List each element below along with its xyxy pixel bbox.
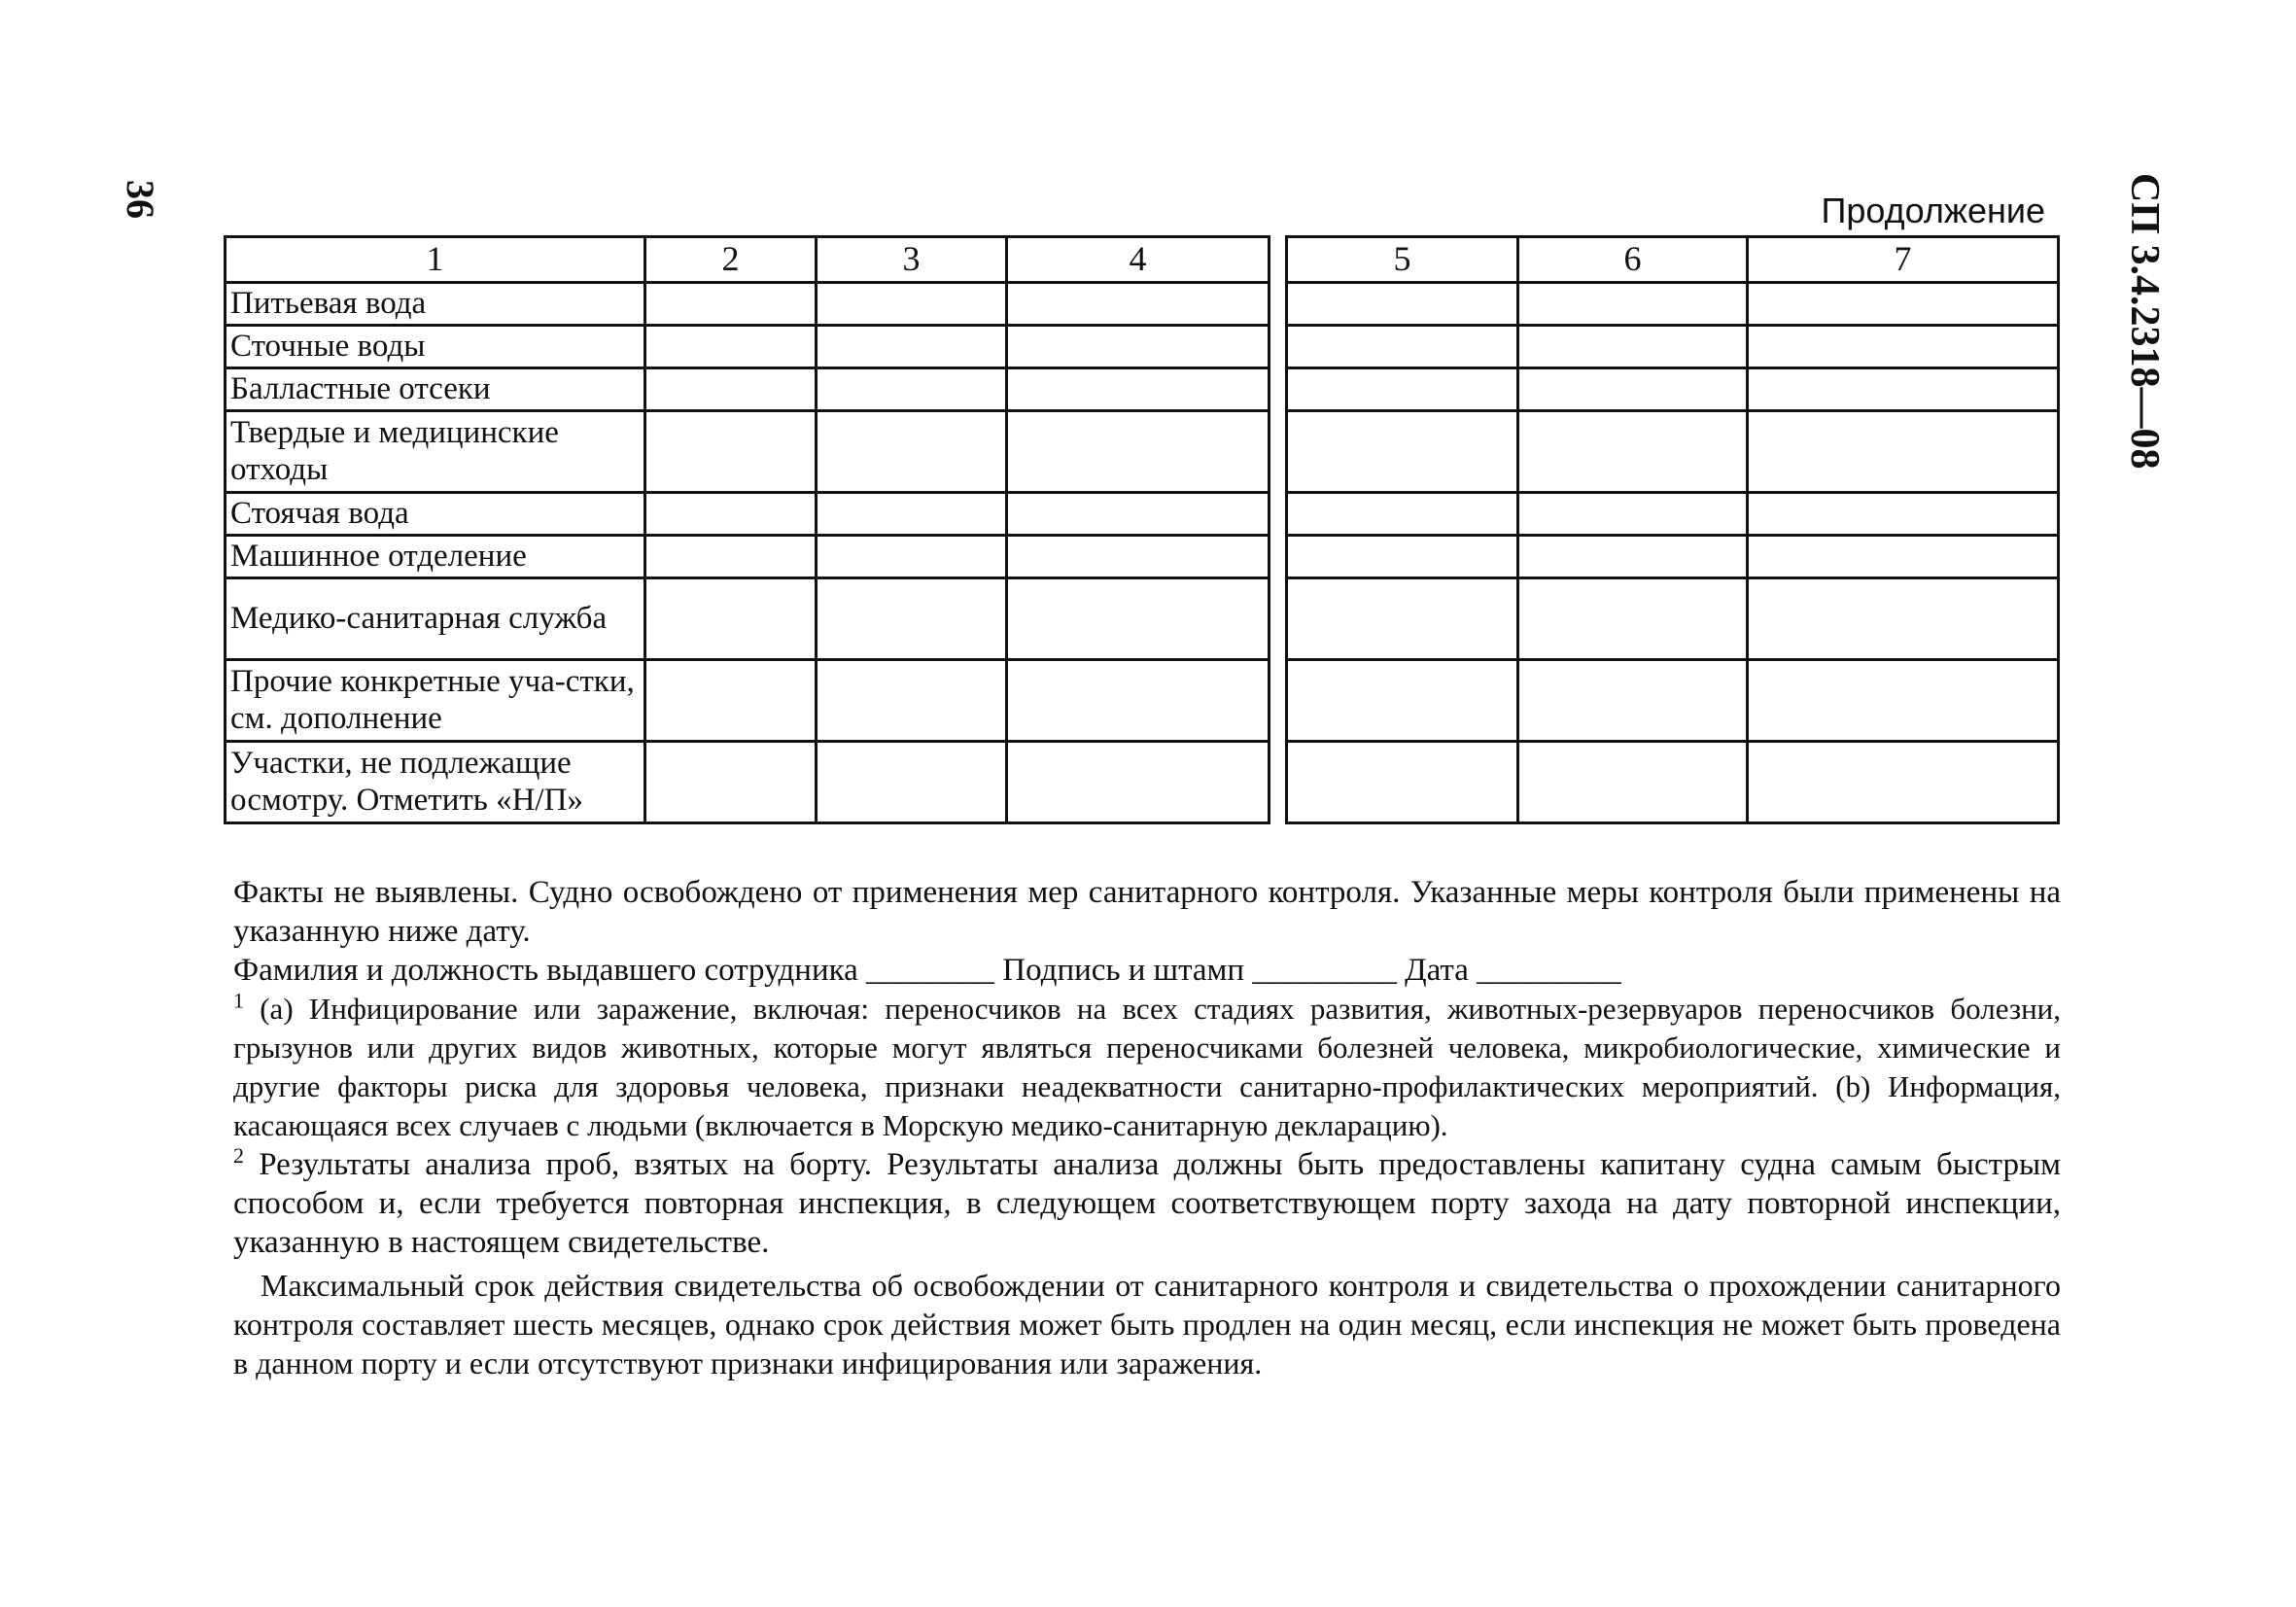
table-cell <box>645 411 817 493</box>
table-cell <box>1007 742 1270 823</box>
footnote-text: (а) Инфицирование или заражение, включая: переносчиков на всех стадиях развития, животных-резервуаров переносчиков болезни, грызунов или других видов животных, которые могут являться переносчиками болезней человека, микробиологические, химические и другие факторы риска для здоровья человека, признаки неадекватности санитарно-профилактических мероприятий. (b) Информация, касающаяся всех случаев с людьми (включается в Морскую медико-санитарную декларацию). <box>233 992 2062 1142</box>
table-cell <box>1518 283 1748 326</box>
table-cell <box>817 578 1007 660</box>
table-cell <box>1748 578 2059 660</box>
table-cell <box>817 326 1007 368</box>
table-cell <box>645 578 817 660</box>
row-label: Стоячая вода <box>226 493 645 536</box>
column-gap <box>1270 237 1287 283</box>
table-cell <box>817 368 1007 411</box>
table-row <box>226 536 2059 578</box>
table-cell <box>1007 493 1270 536</box>
footnote-1 <box>233 990 2061 1145</box>
table-cell <box>1748 536 2059 578</box>
table-cell <box>1007 283 1270 326</box>
column-header: 1 <box>226 237 645 283</box>
table-cell <box>1748 742 2059 823</box>
row-label: Прочие конкретные уча-стки, см. дополнение <box>226 660 645 742</box>
table-row <box>226 660 2059 742</box>
table-cell <box>817 660 1007 742</box>
table-cell <box>1748 493 2059 536</box>
column-header: 2 <box>645 237 817 283</box>
validity-paragraph: Максимальный срок действия свидетельства об освобождении от санитарного контроля и свидетельства о прохождении санитарного контроля составляет шесть месяцев, однако срок действия может быть продлен на один месяц, если инспекция не может быть проведена в данном порту и если отсутствуют признаки инфицирования или заражения. <box>233 1268 2061 1380</box>
footnote-mark: 2 <box>233 1143 244 1168</box>
table-cell <box>817 493 1007 536</box>
continuation-label: Продолжение <box>1821 191 2045 230</box>
row-label: Балластные отсеки <box>226 368 645 411</box>
row-label: Сточные воды <box>226 326 645 368</box>
table-row <box>226 742 2059 823</box>
table-cell <box>645 368 817 411</box>
table-cell <box>1287 578 1518 660</box>
table-cell <box>1007 660 1270 742</box>
footnote-2 <box>233 1145 2061 1262</box>
table-cell <box>645 493 817 536</box>
notes-section <box>233 873 2061 1382</box>
table-cell <box>1287 326 1518 368</box>
table-cell <box>645 742 817 823</box>
table-cell <box>1748 411 2059 493</box>
table-cell <box>645 660 817 742</box>
table-cell <box>1287 283 1518 326</box>
table-cell <box>1518 411 1748 493</box>
inspection-table-wrap <box>224 235 2060 824</box>
table-cell <box>1007 536 1270 578</box>
table-row <box>226 493 2059 536</box>
table-cell <box>1748 283 2059 326</box>
row-label: Машинное отделение <box>226 536 645 578</box>
inspection-table <box>224 235 2060 824</box>
signature-line: Фамилия и должность выдавшего сотрудника ________ Подпись и штамп _________ Дата _________ <box>233 953 1621 988</box>
page-number: 36 <box>119 180 162 219</box>
column-header: 6 <box>1518 237 1748 283</box>
table-row <box>226 283 2059 326</box>
table-cell <box>817 742 1007 823</box>
column-header: 5 <box>1287 237 1518 283</box>
table-cell <box>1287 536 1518 578</box>
findings-paragraph: Факты не выявлены. Судно освобождено от применения мер санитарного контроля. Указанные меры контроля были применены на указанную ниже дату. <box>233 875 2061 949</box>
row-label: Участки, не подлежащие осмотру. Отметить «Н/П» <box>226 742 645 823</box>
row-label: Питьевая вода <box>226 283 645 326</box>
table-cell <box>1007 368 1270 411</box>
table-cell <box>1287 660 1518 742</box>
table-cell <box>1748 326 2059 368</box>
table-cell <box>817 411 1007 493</box>
table-cell <box>1518 742 1748 823</box>
table-cell <box>645 283 817 326</box>
table-cell <box>1518 660 1748 742</box>
column-header: 3 <box>817 237 1007 283</box>
column-header: 4 <box>1007 237 1270 283</box>
row-label: Медико-санитарная служба <box>226 578 645 660</box>
table-cell <box>1007 578 1270 660</box>
table-cell <box>1518 326 1748 368</box>
table-cell <box>1287 411 1518 493</box>
table-cell <box>817 283 1007 326</box>
footnote-mark: 1 <box>233 988 244 1013</box>
table-row <box>226 411 2059 493</box>
table-cell <box>817 536 1007 578</box>
table-cell <box>1518 536 1748 578</box>
column-header: 7 <box>1748 237 2059 283</box>
table-cell <box>1287 742 1518 823</box>
table-cell <box>1287 493 1518 536</box>
table-cell <box>1007 411 1270 493</box>
table-cell <box>1518 578 1748 660</box>
table-cell <box>1287 368 1518 411</box>
table-row <box>226 578 2059 660</box>
row-label: Твердые и медицинские отходы <box>226 411 645 493</box>
table-cell <box>645 536 817 578</box>
table-cell <box>1518 368 1748 411</box>
table-cell <box>1518 493 1748 536</box>
table-cell <box>1007 326 1270 368</box>
table-cell <box>1748 660 2059 742</box>
footnote-text: Результаты анализа проб, взятых на борту. Результаты анализа должны быть предоставлены капитану судна самым быстрым способом и, если требуется повторная инспекция, в следующем соответствующем порту захода на дату повторной инспекции, указанную в настоящем свидетельстве. <box>233 1147 2062 1260</box>
table-cell <box>1748 368 2059 411</box>
document-code: СП 3.4.2318—08 <box>2122 173 2167 470</box>
table-row <box>226 326 2059 368</box>
header-row <box>226 237 2059 283</box>
table-cell <box>645 326 817 368</box>
table-row <box>226 368 2059 411</box>
